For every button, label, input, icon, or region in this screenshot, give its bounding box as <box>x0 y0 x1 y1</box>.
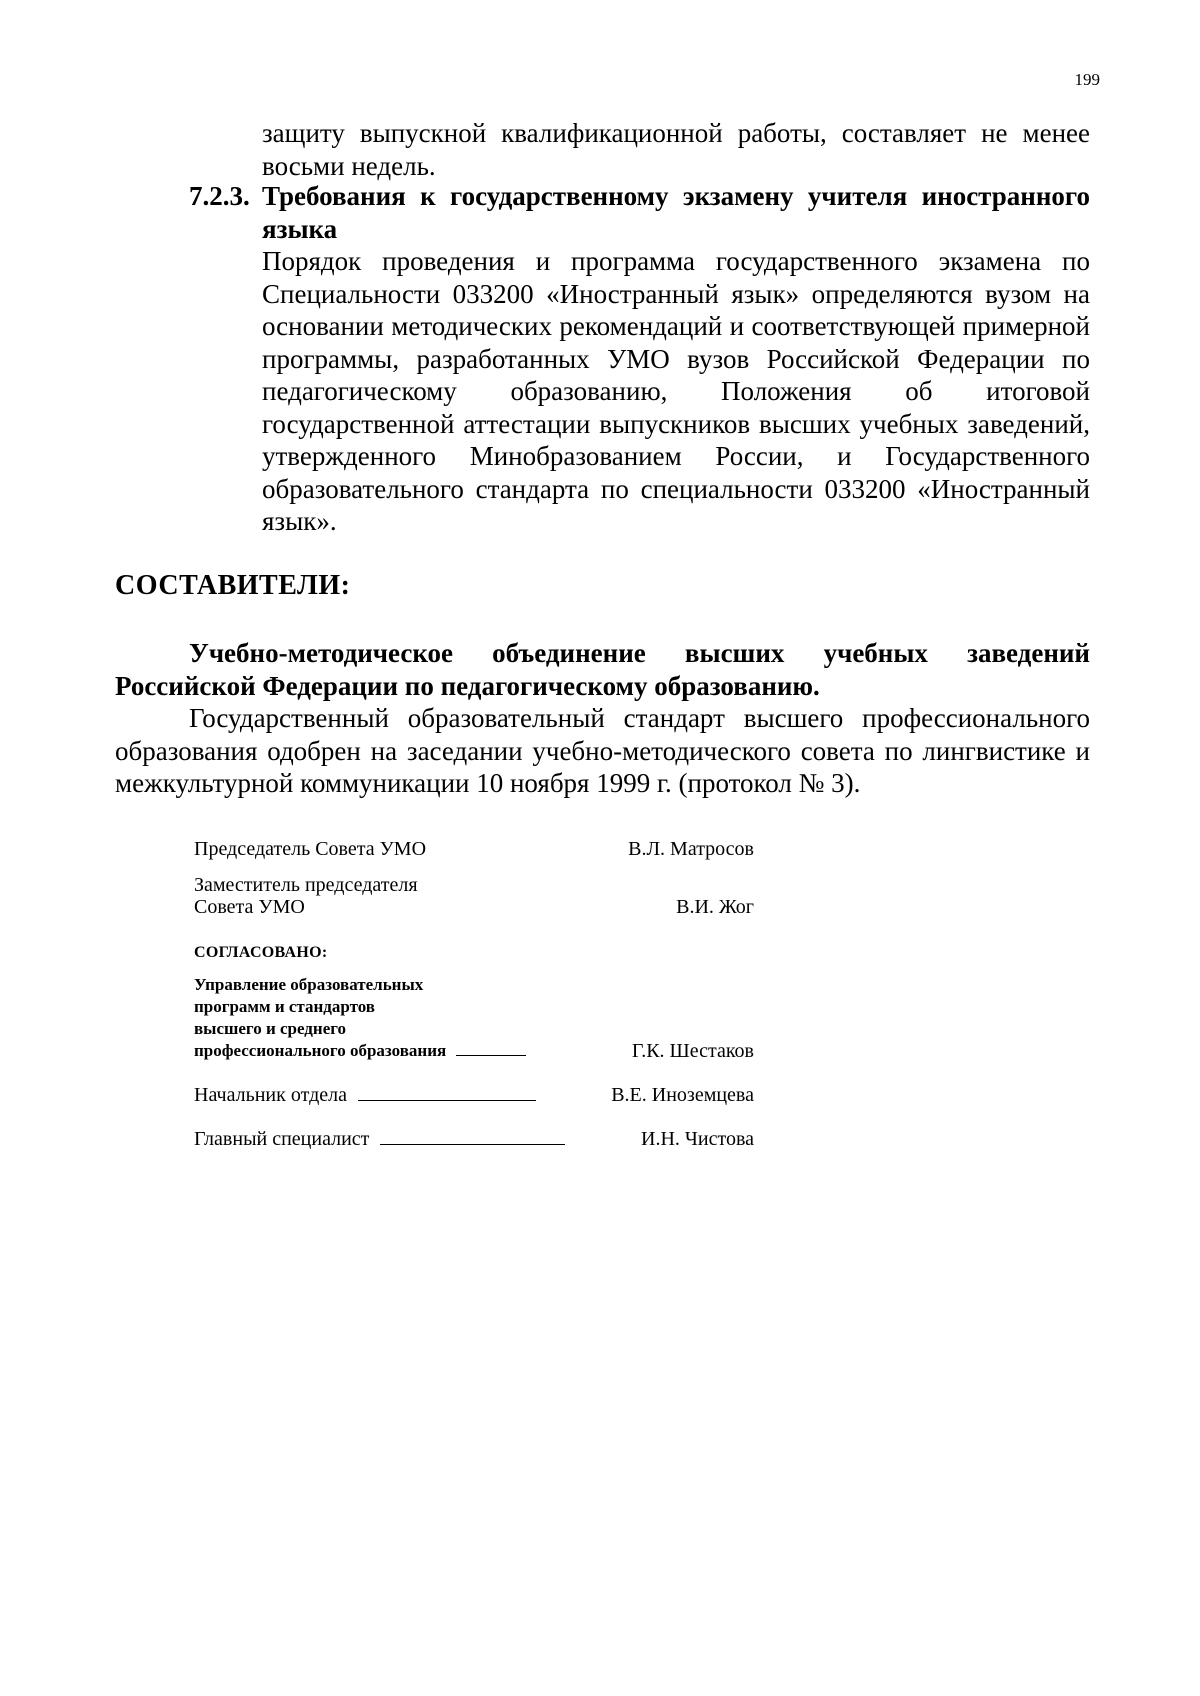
standard-approval-statement: Государственный образовательный стандарт высшего профессионального образования одобрен на заседании учебно-методического совета по лингвистике и межкультурной коммуникации 10 ноября 1999 г. (протокол № 3). <box>115 703 1090 798</box>
paragraph-practice-duration: защиту выпускной квалификационной работы, составляет не менее восьми недель. <box>262 118 1090 181</box>
signature-line <box>380 1130 565 1145</box>
umo-statement: Учебно-методическое объединение высших учебных заведений Российской Федерации по педагогическому образованию. <box>115 638 1090 701</box>
section-title-line-2: языка <box>262 213 338 244</box>
section-heading-7-2-3 <box>189 180 1090 245</box>
page-number: 199 <box>1074 70 1100 89</box>
signature-row-chief <box>194 1128 754 1150</box>
department-line-3: высшего и среднего <box>194 1019 347 1038</box>
department-line-1: Управление образовательных <box>194 975 424 994</box>
deputy-label-line-1: Заместитель председателя <box>194 874 418 896</box>
signature-line <box>358 1086 536 1101</box>
section-number: 7.2.3. <box>189 181 250 211</box>
chairman-name: В.Л. Матросов <box>628 838 754 860</box>
chief-specialist-label: Главный специалист <box>194 1128 370 1150</box>
department-line-4-row <box>194 1040 754 1062</box>
signature-row-chairman <box>194 838 754 860</box>
department-line-2: программ и стандартов <box>194 997 375 1016</box>
heading-sostaviteli: СОСТАВИТЕЛИ: <box>115 570 351 601</box>
department-line-4: профессионального образования <box>194 1041 447 1060</box>
signature-block <box>194 838 754 1150</box>
section-title-line-1: Требования к государственному экзамену учителя иностранного <box>262 181 1090 211</box>
signature-row-deputy-1 <box>194 874 754 896</box>
deputy-name: В.И. Жог <box>676 896 754 918</box>
signature-row-head <box>194 1084 754 1106</box>
head-of-department-name: В.Е. Иноземцева <box>611 1084 754 1106</box>
paragraph-exam-procedure: Порядок проведения и программа государственного экзамена по Специальности 033200 «Иностранный язык» определяются вузом на основании методических рекомендаций и соответствующей примерной программы, разработанных УМО вузов Российской Федерации по педагогическому образованию, Положения об итоговой государственной аттестации выпускников высших учебных заведений, утвержденного Минобразованием России, и Государственного образовательного стандарта по специальности 033200 «Иностранный язык». <box>262 246 1090 536</box>
agreed-row <box>194 940 754 962</box>
head-of-department-label: Начальник отдела <box>194 1084 347 1106</box>
chief-specialist-name: И.Н. Чистова <box>641 1128 754 1150</box>
agreed-label: СОГЛАСОВАНО: <box>194 944 328 961</box>
department-block <box>194 974 754 1062</box>
deputy-label-line-2: Совета УМО <box>194 896 305 918</box>
department-head-name: Г.К. Шестаков <box>631 1040 754 1062</box>
chairman-label: Председатель Совета УМО <box>194 838 427 860</box>
signature-line <box>456 1041 526 1056</box>
signature-row-deputy-2 <box>194 896 754 918</box>
section-heading-line-1 <box>189 180 1090 213</box>
